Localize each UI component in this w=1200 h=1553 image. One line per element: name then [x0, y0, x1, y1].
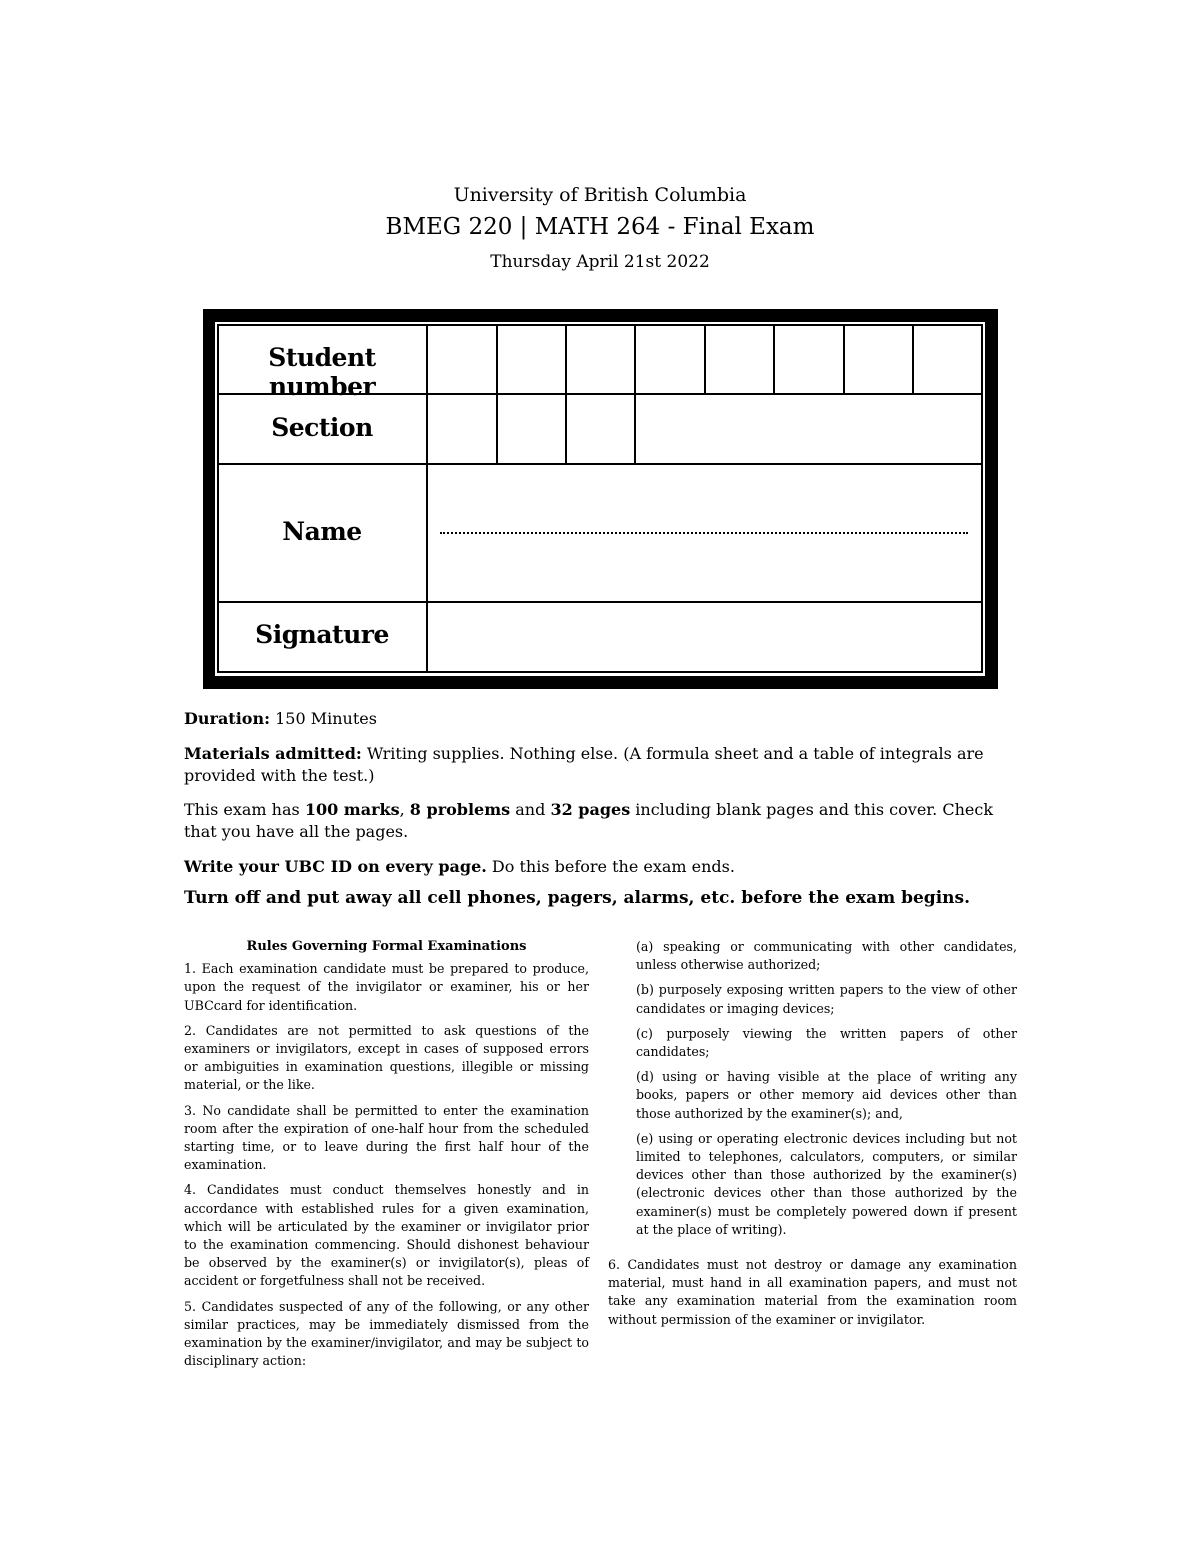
student-number-box-divider [704, 324, 706, 394]
student-number-box-divider [773, 324, 775, 394]
rule-subitem: (e) using or operating electronic devices including but not limited to telephones, calculators, computers, or similar devices other than those authorized by the examiner(s) (electronic devices other than those authorized by the examiner(s) must be completely powered down if present at the place of writing). [636, 1130, 1017, 1237]
rule-item: 1. Each examination candidate must be prepared to produce, upon the request of the invigilator or examiner, his or her UBCcard for identification. [184, 961, 589, 1013]
section-label: Section [271, 413, 373, 442]
rule-item: 6. Candidates must not destroy or damage any examination material, must hand in all examination papers, and must not take any examination material from the examination room without permission of the examiner or invigilator. [608, 1257, 1017, 1327]
exam-summary-text: This exam has [184, 800, 305, 819]
rule-subitem: (d) using or having visible at the place of writing any books, papers or other memory aid devices other than those authorized by the examiner(s); and, [636, 1069, 1017, 1121]
grid-line [217, 463, 983, 465]
ubc-id-instruction [184, 856, 1016, 878]
marks-count: 100 marks [304, 800, 400, 819]
duration-line [184, 708, 1016, 730]
grid-line [981, 324, 983, 672]
ubc-id-bold: Write your UBC ID on every page. [184, 857, 487, 876]
ubc-id-rest: Do this before the exam ends. [486, 857, 735, 876]
rule-subitem: (a) speaking or communicating with other candidates, unless otherwise authorized; [636, 939, 1017, 973]
phones-instruction: Turn off and put away all cell phones, pagers, alarms, etc. before the exam begins. [184, 888, 971, 908]
rule-item: 4. Candidates must conduct themselves honestly and in accordance with established rules for a given examination, which will be articulated by the examiner or invigilator prior to the examination commencing. Should dishonest behaviour be observed by the examiner(s) or invigilator(s), pleas of accident or forgetfulness shall not be received. [184, 1182, 589, 1289]
rules-right-column [608, 938, 1017, 1336]
exam-summary-text: , [399, 800, 410, 819]
exam-summary-text: and [510, 800, 551, 819]
student-number-box-divider [496, 324, 498, 464]
materials-label: Materials admitted: [184, 744, 362, 763]
grid-line [217, 671, 983, 673]
student-number-box-divider [565, 324, 567, 464]
course-title: BMEG 220 | MATH 264 - Final Exam [385, 214, 815, 240]
student-number-box-divider [912, 324, 914, 394]
grid-line [217, 324, 983, 326]
signature-label: Signature [255, 620, 389, 649]
rule-item: 2. Candidates are not permitted to ask questions of the examiners or invigilators, except in cases of supposed errors or ambiguities in examination questions, illegible or missing material, or the like. [184, 1022, 589, 1093]
exam-summary [184, 799, 1016, 843]
grid-line [426, 324, 428, 672]
name-label: Name [282, 517, 362, 546]
duration-label: Duration: [184, 709, 270, 728]
materials-value: Writing supplies. Nothing else. (A formula sheet and a table of integrals are provided with the test.) [184, 744, 984, 785]
rule-subitem: (c) purposely viewing the written papers of other candidates; [636, 1025, 1017, 1060]
rule-item: 5. Candidates suspected of any of the following, or any other similar practices, may be immediately dismissed from the examination by the examiner/invigilator, and may be subject to disciplinary action: [184, 1298, 589, 1369]
materials-line [184, 743, 1016, 787]
spacer [636, 1246, 1017, 1256]
pages-count: 32 pages [550, 800, 631, 819]
problems-count: 8 problems [409, 800, 511, 819]
rule-item: 3. No candidate shall be permitted to enter the examination room after the expiration of one-half hour from the scheduled starting time, or to leave during the first half hour of the examination. [184, 1102, 589, 1173]
student-number-box-divider [843, 324, 845, 394]
student-number-box-divider [634, 324, 636, 464]
rules-left-column [184, 938, 589, 1377]
student-number-label: Student number [268, 343, 376, 401]
exam-date: Thursday April 21st 2022 [490, 252, 710, 272]
exam-summary-text: including blank pages and this cover. Check that you have all the pages. [184, 800, 994, 841]
duration-value: 150 Minutes [275, 709, 377, 728]
university-name: University of British Columbia [453, 184, 747, 206]
rules-title: Rules Governing Formal Examinations [246, 939, 527, 954]
grid-line [217, 601, 983, 603]
name-dotted-line [440, 532, 968, 534]
rule-subitem: (b) purposely exposing written papers to the view of other candidates or imaging devices; [636, 982, 1017, 1016]
